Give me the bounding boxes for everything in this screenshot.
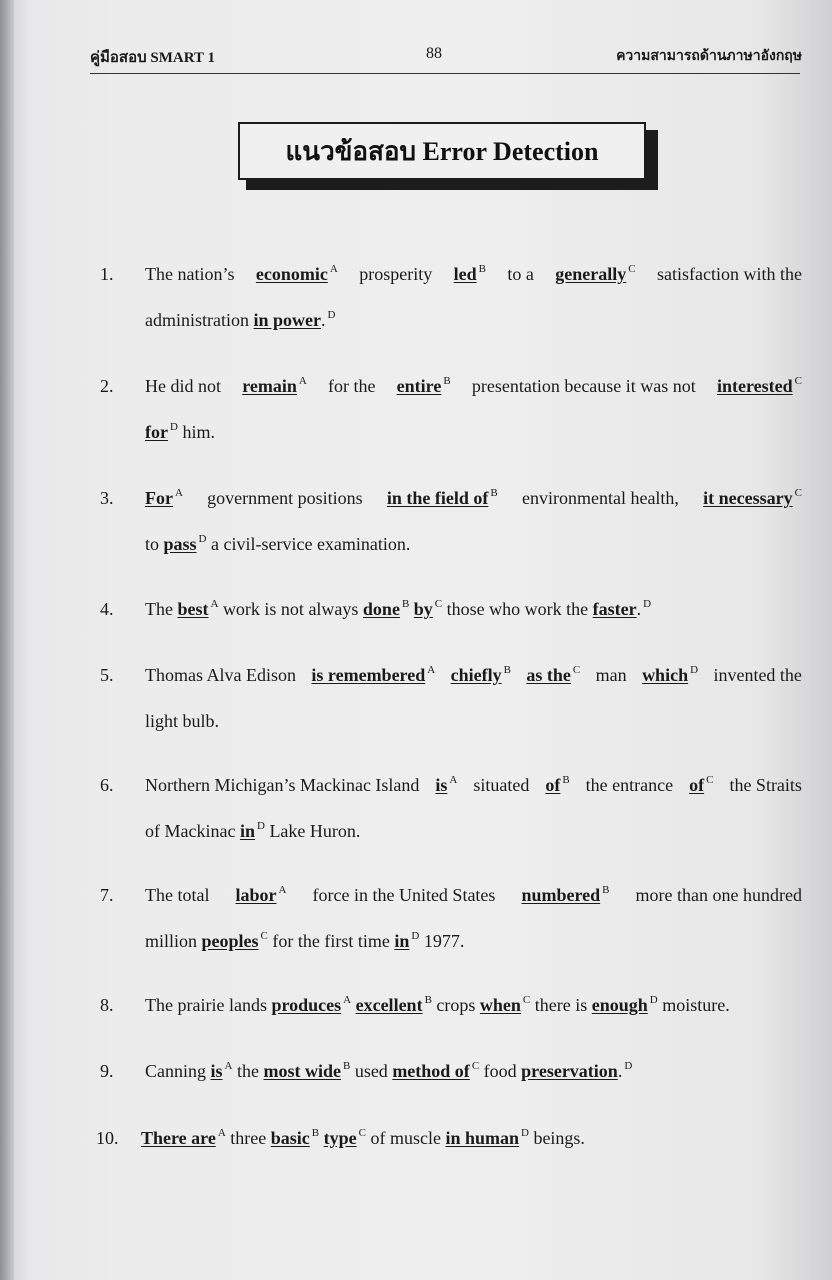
option-d: in human <box>445 1128 519 1148</box>
option-d: for <box>145 422 168 442</box>
option-marker-a: A <box>210 598 219 610</box>
question-text: those who work the <box>446 599 589 619</box>
question-line <box>145 819 360 843</box>
question-number: 6. <box>100 775 114 795</box>
question-text: . <box>636 599 642 619</box>
option-marker-c: C <box>358 1127 366 1139</box>
question-text: to a <box>507 264 534 284</box>
option-c: generally <box>555 264 627 284</box>
page-title: แนวข้อสอบ Error Detection <box>285 136 599 166</box>
question-text: Northern Michigan’s Mackinac Island <box>145 775 420 795</box>
question-text: invented the <box>713 665 802 685</box>
option-marker-d: D <box>327 309 336 321</box>
question-text: him. <box>182 422 215 442</box>
question-text: The nation’s <box>145 264 235 284</box>
option-a: is <box>210 1061 223 1081</box>
option-marker-b: B <box>503 664 511 676</box>
option-marker-a: A <box>278 884 287 896</box>
question-number: 9. <box>100 1061 114 1081</box>
option-marker-d: D <box>643 598 652 610</box>
option-marker-d: D <box>649 994 658 1006</box>
question-text: . <box>320 310 326 330</box>
option-b: most wide <box>263 1061 341 1081</box>
option-marker-b: B <box>562 774 570 786</box>
option-a: best <box>177 599 209 619</box>
option-b: in the field of <box>386 488 489 508</box>
question-number: 1. <box>100 264 114 284</box>
option-marker-b: B <box>342 1060 351 1072</box>
option-marker-c: C <box>471 1060 480 1072</box>
option-c: as the <box>526 665 571 685</box>
question-number: 4. <box>100 599 114 619</box>
question-text: force in the United States <box>312 885 496 905</box>
option-a: labor <box>235 885 277 905</box>
option-b: led <box>453 264 477 284</box>
option-marker-a: A <box>298 375 307 387</box>
question-line <box>145 308 335 332</box>
option-b: excellent <box>355 995 423 1015</box>
question-line <box>145 709 219 733</box>
question-text: The prairie lands <box>145 995 267 1015</box>
question-text: the <box>236 1061 259 1081</box>
option-a: remain <box>242 376 297 396</box>
option-marker-c: C <box>794 375 802 387</box>
question-text: environmental health, <box>521 488 679 508</box>
question-text: The total <box>145 885 210 905</box>
question-text: for the first time <box>272 931 390 951</box>
option-marker-b: B <box>490 487 498 499</box>
question-line <box>145 883 802 907</box>
question-text: the entrance <box>585 775 674 795</box>
question-line <box>145 773 802 797</box>
option-marker-b: B <box>443 375 451 387</box>
option-marker-d: D <box>411 930 420 942</box>
option-marker-d: D <box>520 1127 529 1139</box>
option-marker-a: A <box>329 263 338 275</box>
option-marker-c: C <box>628 263 636 275</box>
question-line <box>145 663 802 687</box>
question-line <box>145 993 730 1017</box>
question-line <box>145 374 802 398</box>
question-text: beings. <box>533 1128 585 1148</box>
question-text: of muscle <box>370 1128 441 1148</box>
question-text: man <box>595 665 627 685</box>
question-number: 2. <box>100 376 114 396</box>
option-marker-a: A <box>224 1060 233 1072</box>
option-marker-c: C <box>572 664 581 676</box>
page-header <box>90 45 802 67</box>
option-d: pass <box>163 534 197 554</box>
question-line <box>145 262 802 286</box>
question-number: 7. <box>100 885 114 905</box>
question-text: light bulb. <box>145 711 220 731</box>
question-text: 1977. <box>423 931 465 951</box>
question-text: of Mackinac <box>145 821 236 841</box>
question-text: satisfaction with the <box>657 264 802 284</box>
question-text: million <box>145 931 198 951</box>
question-line <box>145 532 410 556</box>
option-marker-a: A <box>449 774 458 786</box>
option-d: in <box>394 931 410 951</box>
option-marker-d: D <box>624 1060 633 1072</box>
option-a: is remembered <box>311 665 426 685</box>
question-text: a civil-service examination. <box>211 534 411 554</box>
option-c: it necessary <box>703 488 793 508</box>
question-text: used <box>354 1061 388 1081</box>
question-text: Canning <box>145 1061 206 1081</box>
option-c: interested <box>716 376 793 396</box>
question-text: presentation because it was not <box>471 376 696 396</box>
option-b: entire <box>396 376 442 396</box>
option-d: in <box>239 821 255 841</box>
option-a: produces <box>271 995 342 1015</box>
question-line <box>145 486 802 510</box>
question-text: He did not <box>145 376 221 396</box>
option-a: is <box>435 775 448 795</box>
question-line <box>145 597 651 621</box>
option-marker-b: B <box>401 598 410 610</box>
option-marker-c: C <box>260 930 268 942</box>
option-marker-a: A <box>217 1127 226 1139</box>
question-text: The <box>145 599 173 619</box>
option-b: numbered <box>521 885 601 905</box>
option-marker-d: D <box>690 664 699 676</box>
option-d: preservation <box>521 1061 618 1081</box>
question-text: the Straits <box>729 775 802 795</box>
option-marker-c: C <box>794 487 802 499</box>
question-text: prosperity <box>359 264 433 284</box>
option-marker-d: D <box>169 421 178 433</box>
option-a: economic <box>255 264 328 284</box>
header-section-title: ความสามารถด้านภาษาอังกฤษ <box>616 49 802 64</box>
option-c: type <box>323 1128 357 1148</box>
question-text: government positions <box>207 488 363 508</box>
question-line <box>145 929 464 953</box>
question-line <box>145 420 215 444</box>
question-text: food <box>483 1061 517 1081</box>
option-d: enough <box>591 995 648 1015</box>
question-text: . <box>617 1061 623 1081</box>
option-marker-a: A <box>427 664 436 676</box>
option-a: There are <box>141 1128 216 1148</box>
title-box <box>238 122 646 180</box>
question-text: to <box>145 534 160 554</box>
question-number: 3. <box>100 488 114 508</box>
option-a: For <box>145 488 173 508</box>
option-marker-a: A <box>343 994 352 1006</box>
option-c: peoples <box>201 931 259 951</box>
option-marker-d: D <box>198 533 207 545</box>
header-rule <box>90 73 800 74</box>
option-marker-b: B <box>478 263 486 275</box>
option-marker-c: C <box>522 994 531 1006</box>
option-d: which <box>642 665 689 685</box>
book-spine-shadow <box>0 0 14 1280</box>
question-text: crops <box>436 995 476 1015</box>
question-text: three <box>230 1128 267 1148</box>
question-text: for the <box>328 376 376 396</box>
header-book-title: คู่มือสอบ SMART 1 <box>90 50 215 66</box>
question-text: administration <box>145 310 249 330</box>
option-d: faster <box>592 599 637 619</box>
page-number: 88 <box>426 45 442 62</box>
option-b: done <box>362 599 400 619</box>
option-marker-b: B <box>602 884 610 896</box>
question-text: situated <box>473 775 530 795</box>
option-b: of <box>545 775 561 795</box>
option-marker-b: B <box>311 1127 320 1139</box>
option-marker-a: A <box>174 487 183 499</box>
option-marker-d: D <box>256 820 265 832</box>
option-b: chiefly <box>450 665 502 685</box>
question-number: 8. <box>100 995 114 1015</box>
option-c: by <box>413 599 433 619</box>
question-text: Lake Huron. <box>269 821 361 841</box>
question-number: 5. <box>100 665 114 685</box>
option-marker-c: C <box>706 774 714 786</box>
question-line <box>141 1126 585 1150</box>
question-text: Thomas Alva Edison <box>145 665 296 685</box>
question-text: more than one hundred <box>635 885 802 905</box>
option-marker-b: B <box>424 994 432 1006</box>
option-c: method of <box>392 1061 470 1081</box>
question-text: moisture. <box>662 995 730 1015</box>
question-line <box>145 1059 632 1083</box>
option-b: basic <box>270 1128 310 1148</box>
option-c: when <box>479 995 521 1015</box>
question-text: there is <box>534 995 588 1015</box>
question-text: work is not always <box>222 599 359 619</box>
option-d: in power <box>253 310 321 330</box>
question-number: 10. <box>96 1128 119 1148</box>
option-c: of <box>689 775 705 795</box>
option-marker-c: C <box>434 598 443 610</box>
